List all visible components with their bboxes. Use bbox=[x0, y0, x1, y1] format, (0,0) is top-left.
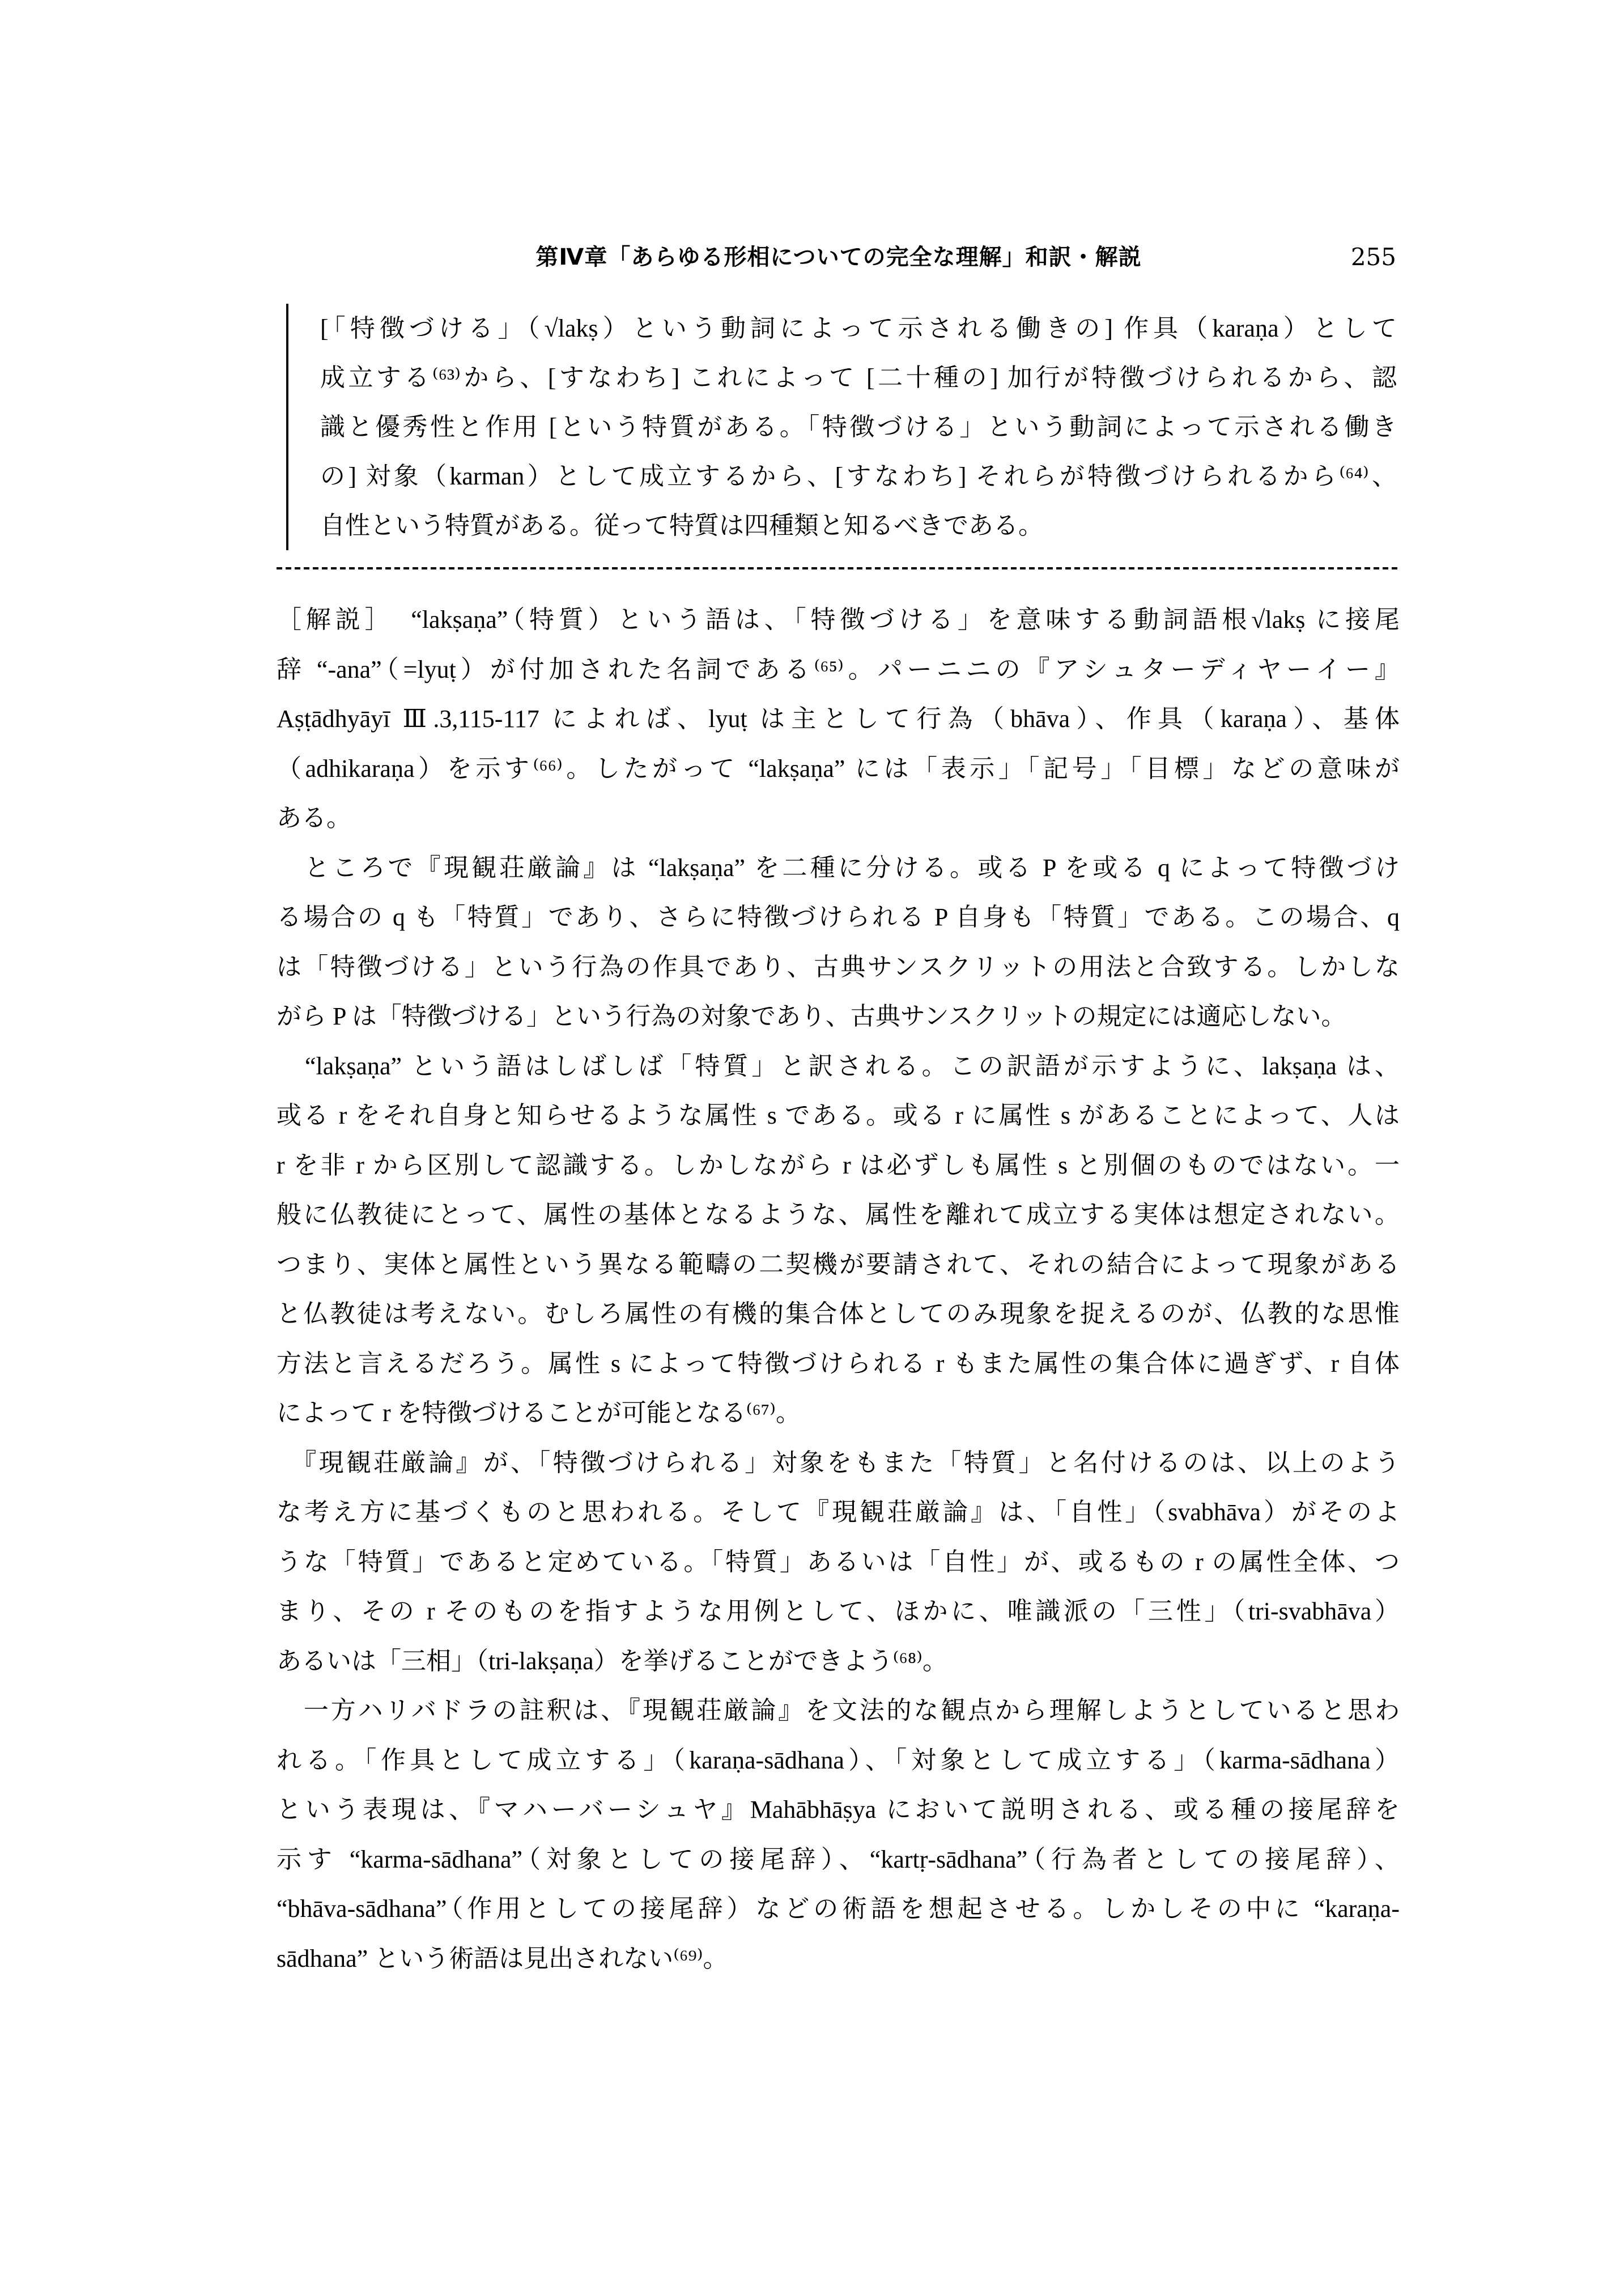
body-line: 辞 “-ana”（=lyuṭ）が付加された名詞である⁽⁶⁵⁾。パーニニの『アシュターディヤーイー』 bbox=[277, 655, 1400, 683]
page-number: 255 bbox=[1350, 243, 1396, 271]
quote-line: [「特徴づける」（√lakṣ）という動詞によって示される働きの] 作具（karaṇa）として bbox=[320, 314, 1397, 342]
quote-line: 自性という特質がある。従って特質は四種類と知るべきである。 bbox=[320, 512, 1043, 539]
quote-line: の] 対象（karman）として成立するから、[すなわち] それらが特徴づけられるから⁽⁶⁴⁾、 bbox=[320, 462, 1397, 490]
body-line: る場合の q も「特質」であり、さらに特徴づけられる P 自身も「特質」である。この場合、q bbox=[277, 903, 1400, 931]
body-line: 示す “karma-sādhana”（対象としての接尾辞）、“kartṛ-sādhana”（行為者としての接尾辞）、 bbox=[277, 1845, 1400, 1873]
body-line: Aṣṭādhyāyī Ⅲ.3,115-117 によれば、lyuṭ は主として行為（bhāva）、作具（karaṇa）、基体 bbox=[277, 705, 1400, 733]
body-line: あるいは「三相」（tri-lakṣaṇa）を挙げることができよう⁽⁶⁸⁾。 bbox=[277, 1647, 947, 1675]
running-header bbox=[278, 241, 1400, 273]
quote-line: 成立する⁽⁶³⁾から、[すなわち] これによって [二十種の] 加行が特徴づけられるから、認 bbox=[320, 364, 1397, 392]
paragraph-lakshana-translation bbox=[277, 1041, 1400, 1438]
chapter-title: 第Ⅳ章「あらゆる形相についての完全な理解」和訳・解説 bbox=[535, 245, 1142, 270]
body-line: ところで『現観荘厳論』は “lakṣaṇa” を二種に分ける。或る P を或る q によって特徴づけ bbox=[277, 853, 1400, 882]
body-line: 般に仏教徒にとって、属性の基体となるような、属性を離れて成立する実体は想定されない。 bbox=[277, 1201, 1400, 1228]
body-line: 『現観荘厳論』が、「特徴づけられる」対象をもまた「特質」と名付けるのは、以上のよう bbox=[277, 1448, 1400, 1477]
paragraph-tokorode bbox=[277, 843, 1400, 1041]
body-line: 方法と言えるだろう。属性 s によって特徴づけられる r もまた属性の集合体に過ぎず、r 自体 bbox=[277, 1349, 1400, 1377]
body-line: “bhāva-sādhana”（作用としての接尾辞）などの術語を想起させる。しかしその中に “karaṇa- bbox=[277, 1895, 1400, 1923]
body-line: “lakṣaṇa” という語はしばしば「特質」と訳される。この訳語が示すように、lakṣaṇa は、 bbox=[277, 1052, 1400, 1080]
body-line: 或る r をそれ自身と知らせるような属性 s である。或る r に属性 s があることによって、人は bbox=[277, 1102, 1400, 1129]
body-line: によって r を特徴づけることが可能となる⁽⁶⁷⁾。 bbox=[277, 1399, 801, 1427]
body-line: ある。 bbox=[277, 804, 351, 832]
body-line: という表現は、『マハーバーシュヤ』Mahābhāṣya において説明される、或る種の接尾辞を bbox=[277, 1796, 1400, 1823]
commentary-body bbox=[277, 595, 1400, 1983]
body-line: つまり、実体と属性という異なる範疇の二契機が要請されて、それの結合によって現象がある bbox=[277, 1250, 1400, 1278]
body-line: 一方ハリバドラの註釈は、『現観荘厳論』を文法的な観点から理解しようとしていると思わ bbox=[277, 1697, 1400, 1724]
body-line: r を非 r から区別して認識する。しかしながら r は必ずしも属性 s と別個のものではない。一 bbox=[277, 1151, 1400, 1179]
body-line: うな「特質」であると定めている。「特質」あるいは「自性」が、或るもの r の属性全体、つ bbox=[277, 1547, 1400, 1576]
body-line: と仏教徒は考えない。むしろ属性の有機的集合体としてのみ現象を捉えるのが、仏教的な思惟 bbox=[277, 1300, 1400, 1328]
paragraph-haribhadra bbox=[277, 1686, 1400, 1983]
paragraph-kaisetsu bbox=[277, 595, 1400, 843]
quote-block bbox=[286, 304, 1397, 550]
paragraph-genkan-shogon-ron bbox=[277, 1438, 1400, 1686]
body-line: （adhikaraṇa）を示す⁽⁶⁶⁾。したがって “lakṣaṇa” には「表示」「記号」「目標」などの意味が bbox=[277, 754, 1400, 783]
body-line: まり、その r そのものを指すような用例として、ほかに、唯識派の「三性」（tri-svabhāva） bbox=[277, 1597, 1400, 1625]
body-line: ［解説］ “lakṣaṇa”（特質）という語は、「特徴づける」を意味する動詞語根√lakṣ に接尾 bbox=[277, 606, 1400, 633]
dashed-separator bbox=[277, 567, 1401, 569]
body-line: sādhana” という術語は見出されない⁽⁶⁹⁾。 bbox=[277, 1944, 728, 1972]
body-line: がら P は「特徴づける」という行為の対象であり、古典サンスクリットの規定には適応しない。 bbox=[277, 1002, 1346, 1030]
quote-line: 識と優秀性と作用 [という特質がある。「特徴づける」という動詞によって示される働き bbox=[320, 413, 1397, 441]
body-line: は「特徴づける」という行為の作具であり、古典サンスクリットの用法と合致する。しかしな bbox=[277, 953, 1400, 981]
body-line: な考え方に基づくものと思われる。そして『現観荘厳論』は、「自性」（svabhāva）がそのよ bbox=[277, 1498, 1400, 1526]
body-line: れる。「作具として成立する」（karaṇa-sādhana）、「対象として成立する」（karma-sādhana） bbox=[277, 1746, 1400, 1774]
